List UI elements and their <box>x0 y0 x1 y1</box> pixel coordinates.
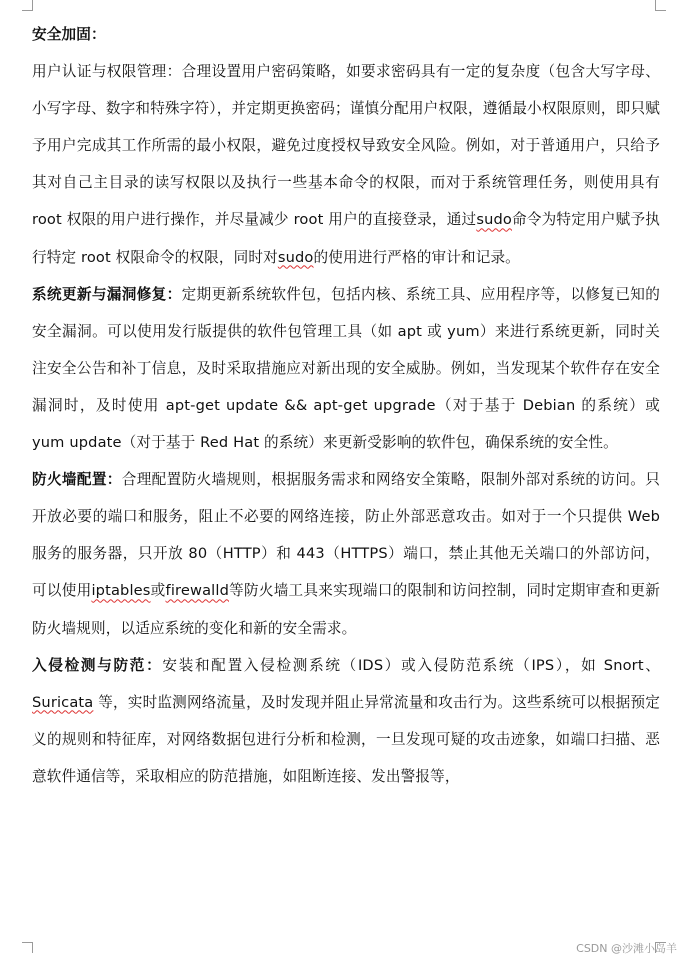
watermark: CSDN @沙滩小岛羊 <box>576 942 677 955</box>
paragraph-user-auth-text-c: 的使用进行严格的审计和记录。 <box>313 248 520 266</box>
paragraph-firewall-text-c: 等防火墙工具来实现端口的限制和访问控制，同时定期审查和更新防火墙规则，以适应系统的变化和新的安全需求。 <box>32 582 660 637</box>
spellcheck-word-sudo-2: sudo <box>277 248 314 266</box>
paragraph-firewall-lead: 防火墙配置： <box>32 471 122 489</box>
paragraph-intrusion-detection-lead: 入侵检测与防范： <box>32 656 163 674</box>
section-heading <box>32 16 660 53</box>
spellcheck-word-sudo: sudo <box>476 211 512 229</box>
spellcheck-word-firewalld: firewalld <box>165 582 229 600</box>
spellcheck-word-iptables: iptables <box>91 582 151 600</box>
document-body <box>32 16 660 795</box>
paragraph-user-auth <box>32 53 660 276</box>
paragraph-firewall-text-b: 或 <box>150 582 166 600</box>
crop-mark-top-right <box>655 0 666 11</box>
paragraph-user-auth-text-b: 命令为特定用户赋予执行特定 root 权限命令的权限，同时对 <box>32 211 660 266</box>
paragraph-firewall <box>32 461 660 646</box>
paragraph-user-auth-text-a: 用户认证与权限管理：合理设置用户密码策略，如要求密码具有一定的复杂度（包含大写字母、小写字母、数字和特殊字符），并定期更换密码；谨慎分配用户权限，遵循最小权限原则，即只赋予用户完成其工作所需的最小权限，避免过度授权导致安全风险。例如，对于普通用户，只给予其对自己主目录的读写权限以及执行一些基本命令的权限，而对于系统管理任务，则使用具有 root 权限的用户进行操作，并尽量减少 root 用户的直接登录，通过 <box>32 63 660 229</box>
paragraph-intrusion-detection-text-a: 安装和配置入侵检测系统（IDS）或入侵防范系统（IPS），如 Snort、 <box>162 656 660 674</box>
paragraph-system-update-text: 定期更新系统软件包，包括内核、系统工具、应用程序等，以修复已知的安全漏洞。可以使用发行版提供的软件包管理工具（如 apt 或 yum）来进行系统更新，同时关注安全公告和补丁信息，及时采取措施应对新出现的安全威胁。例如，当发现某个软件存在安全漏洞时，及时使用 apt-get update && apt-get upgrade（对于基于 Debian 的系统）或 yum update（对于基于 Red Hat 的系统）来更新受影响的软件包，确保系统的安全性。 <box>32 285 660 452</box>
paragraph-intrusion-detection <box>32 647 660 795</box>
section-heading-text: 安全加固： <box>32 26 106 43</box>
crop-mark-bottom-left <box>22 942 33 953</box>
paragraph-system-update <box>32 276 660 461</box>
spellcheck-word-suricata: Suricata <box>32 693 94 711</box>
paragraph-firewall-text-a: 合理配置防火墙规则，根据服务需求和网络安全策略，限制外部对系统的访问。只开放必要的端口和服务，阻止不必要的网络连接，防止外部恶意攻击。如对于一个只提供 Web 服务的服务器，只开放 80（HTTP）和 443（HTTPS）端口，禁止其他无关端口的外部访问，可以使用 <box>32 471 660 600</box>
paragraph-intrusion-detection-text-b: 等，实时监测网络流量，及时发现并阻止异常流量和攻击行为。这些系统可以根据预定义的规则和特征库，对网络数据包进行分析和检测，一旦发现可疑的攻击迹象，如端口扫描、恶意软件通信等，采取相应的防范措施，如阻断连接、发出警报等， <box>32 693 660 785</box>
crop-mark-top-left <box>22 0 33 11</box>
paragraph-system-update-lead: 系统更新与漏洞修复： <box>32 285 182 303</box>
